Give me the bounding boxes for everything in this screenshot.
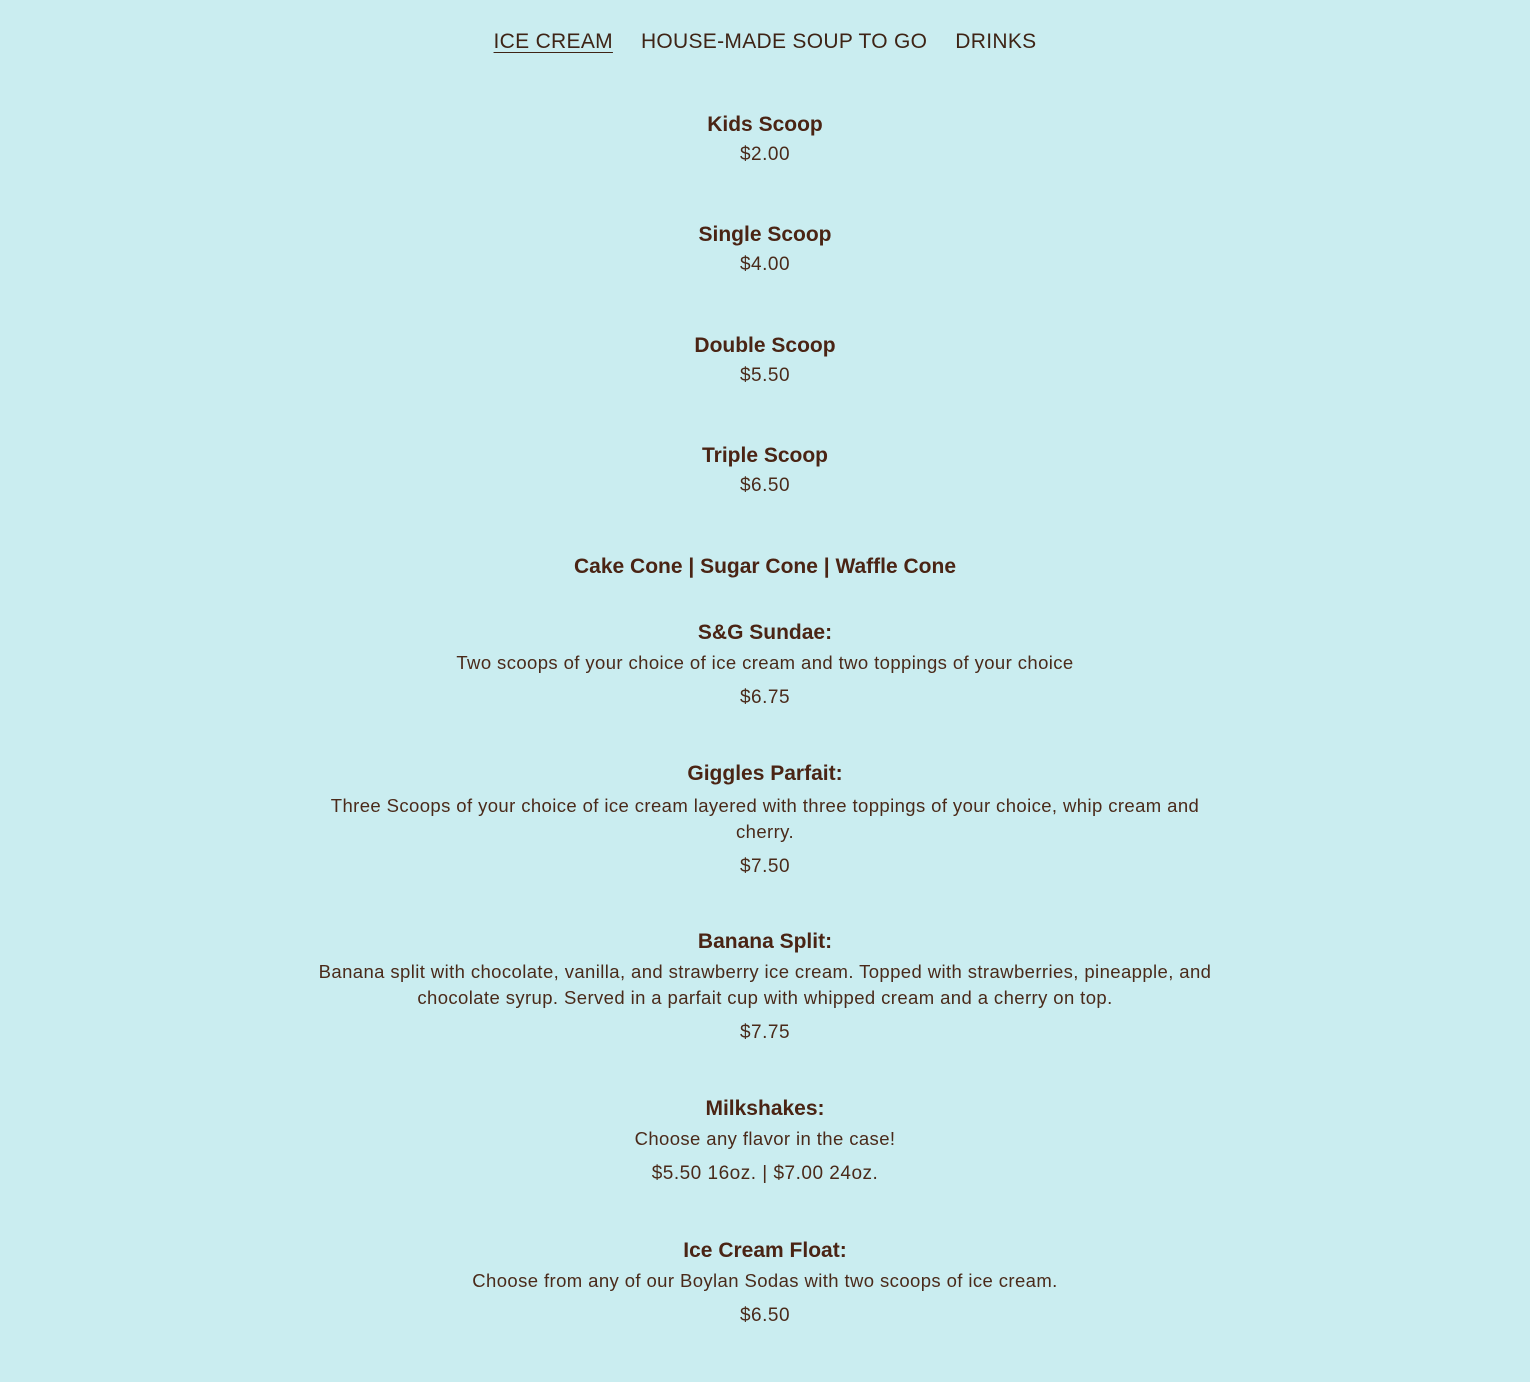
- menu-item-ice-cream-float: [0, 1236, 1530, 1329]
- item-title: Milkshakes:: [705, 1097, 825, 1120]
- item-title: Kids Scoop: [707, 113, 823, 136]
- item-description: Choose from any of our Boylan Sodas with two scoops of ice cream.: [472, 1270, 1058, 1291]
- menu-item-kids-scoop: [0, 110, 1530, 168]
- item-price: $6.50: [739, 475, 791, 496]
- item-price: $6.50: [739, 1305, 791, 1326]
- menu-item-banana-split: [0, 927, 1530, 1046]
- item-price: $5.50: [739, 365, 791, 386]
- item-price: $5.50 16oz. | $7.00 24oz.: [651, 1163, 879, 1184]
- tab-house-made-soup[interactable]: HOUSE-MADE SOUP TO GO: [640, 30, 928, 53]
- item-title: Banana Split:: [697, 930, 833, 953]
- menu-tabs: [0, 28, 1530, 56]
- item-price: $7.50: [739, 856, 791, 877]
- cone-options-text: Cake Cone | Sugar Cone | Waffle Cone: [573, 555, 957, 578]
- cone-options: [0, 552, 1530, 582]
- menu-item-parfait: [0, 759, 1530, 880]
- tab-ice-cream[interactable]: ICE CREAM: [493, 30, 613, 53]
- menu-item-single-scoop: [0, 220, 1530, 278]
- item-title: Giggles Parfait:: [687, 762, 843, 785]
- menu-item-double-scoop: [0, 331, 1530, 389]
- item-price: $2.00: [739, 144, 791, 165]
- item-price: $7.75: [739, 1022, 791, 1043]
- item-description: Two scoops of your choice of ice cream and two toppings of your choice: [456, 652, 1074, 673]
- item-price: $6.75: [739, 687, 791, 708]
- item-description: Banana split with chocolate, vanilla, and strawberry ice cream. Topped with strawberries, pineapple, and chocolate syrup. Served in a parfait cup with whipped cream and a cherry on top.: [318, 961, 1212, 1008]
- item-title: S&G Sundae:: [697, 621, 833, 644]
- item-title: Double Scoop: [694, 334, 836, 357]
- item-description: Three Scoops of your choice of ice cream layered with three toppings of your choice, whip cream and cherry.: [330, 795, 1200, 842]
- menu-item-milkshakes: [0, 1094, 1530, 1187]
- item-title: Single Scoop: [698, 223, 832, 246]
- item-title: Triple Scoop: [701, 444, 829, 467]
- item-description: Choose any flavor in the case!: [634, 1128, 896, 1149]
- item-title: Ice Cream Float:: [683, 1239, 847, 1262]
- menu-item-triple-scoop: [0, 441, 1530, 499]
- menu-item-sundae: [0, 618, 1530, 711]
- item-price: $4.00: [739, 254, 791, 275]
- tab-drinks[interactable]: DRINKS: [955, 30, 1037, 53]
